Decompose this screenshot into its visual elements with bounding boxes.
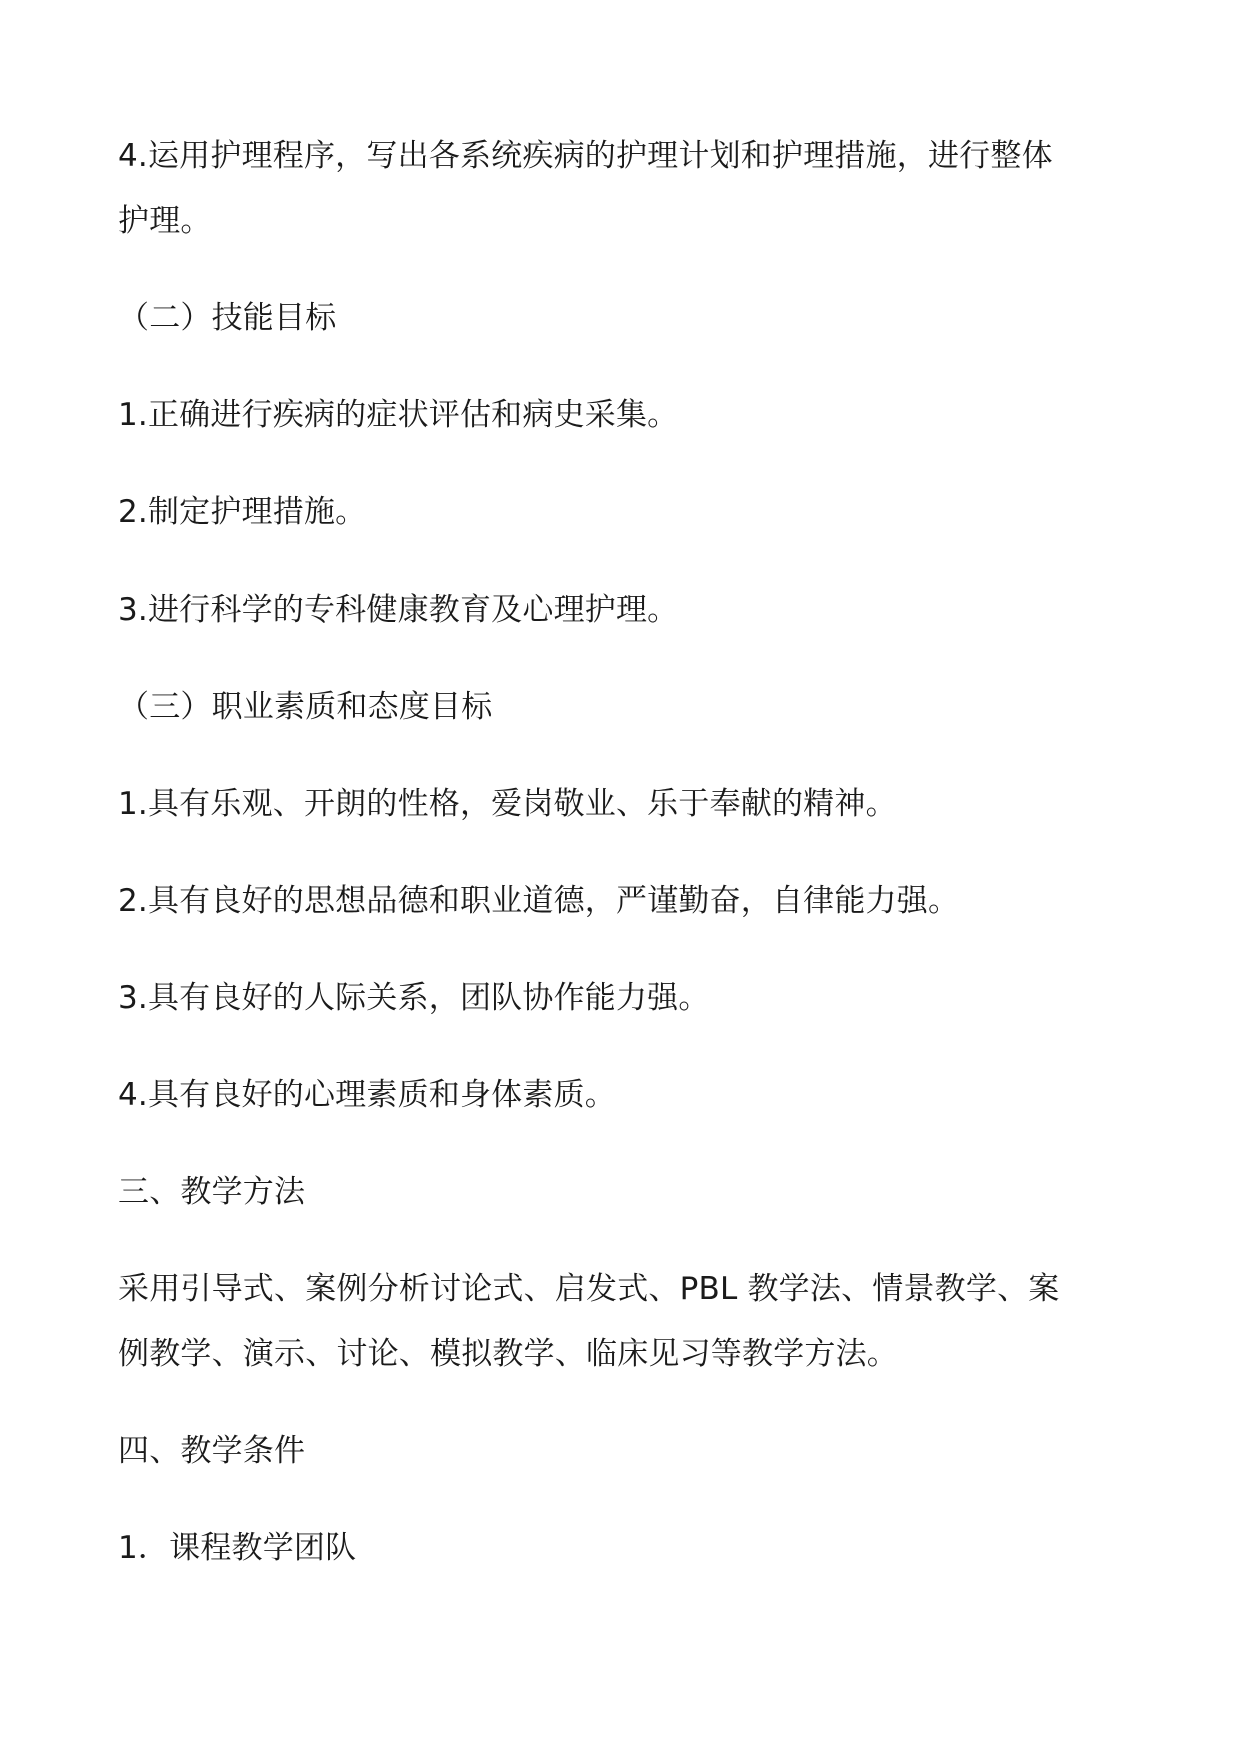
skill-item-1: 1.正确进行疾病的症状评估和病史采集。 <box>118 397 679 433</box>
professional-item-1: 1.具有乐观、开朗的性格，爱岗敬业、乐于奉献的精神。 <box>118 786 897 822</box>
professional-item-3: 3.具有良好的人际关系，团队协作能力强。 <box>118 980 710 1016</box>
section-heading-teaching-methods: 三、教学方法 <box>118 1174 306 1210</box>
skill-item-3: 3.进行科学的专科健康教育及心理护理。 <box>118 592 679 628</box>
objective-line-4-part2: 护理。 <box>118 203 212 239</box>
conditions-item-1: 1．课程教学团队 <box>118 1530 357 1566</box>
teaching-methods-text-part1: 采用引导式、案例分析讨论式、启发式、PBL 教学法、情景教学、案 <box>118 1271 1060 1307</box>
section-heading-professional-goals: （三）职业素质和态度目标 <box>118 689 493 725</box>
teaching-methods-text-part2: 例教学、演示、讨论、模拟教学、临床见习等教学方法。 <box>118 1336 898 1372</box>
objective-line-4-part1: 4.运用护理程序，写出各系统疾病的护理计划和护理措施，进行整体 <box>118 138 1053 174</box>
section-heading-teaching-conditions: 四、教学条件 <box>118 1433 306 1469</box>
professional-item-2: 2.具有良好的思想品德和职业道德，严谨勤奋，自律能力强。 <box>118 883 960 919</box>
skill-item-2: 2.制定护理措施。 <box>118 494 367 530</box>
section-heading-skill-goals: （二）技能目标 <box>118 300 337 336</box>
professional-item-4: 4.具有良好的心理素质和身体素质。 <box>118 1077 616 1113</box>
